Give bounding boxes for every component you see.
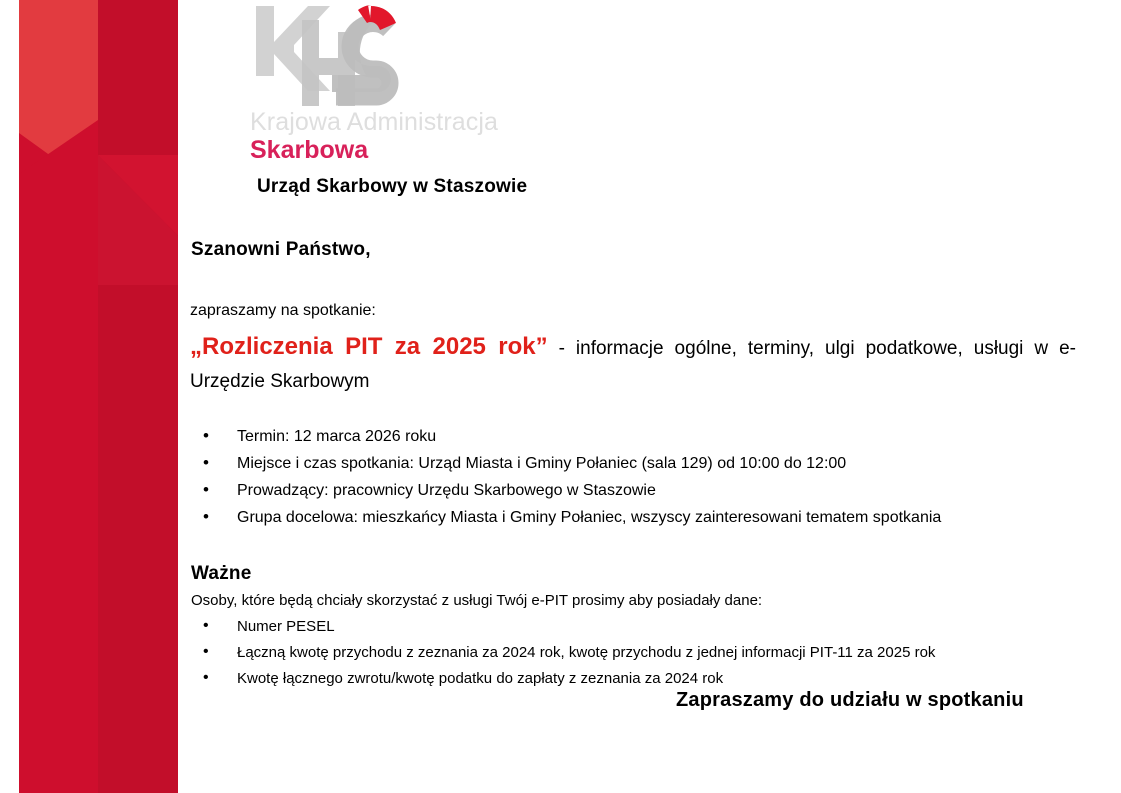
meeting-details-list — [197, 426, 1077, 534]
headline-paragraph — [190, 330, 1076, 398]
closing-invitation: Zapraszamy do udziału w spotkaniu — [676, 689, 1024, 711]
list-item: • Kwotę łącznego zwrotu/kwotę podatku do zapłaty z zeznania za 2024 rok — [191, 668, 1071, 689]
logo-text-line1: Krajowa Administracja — [250, 108, 499, 136]
list-item: • Termin: 12 marca 2026 roku — [197, 426, 1077, 448]
important-heading: Ważne — [191, 563, 252, 584]
kas-monogram-icon — [250, 2, 400, 106]
headline-subtitle: - informacje ogólne, terminy, ulgi podatkowe, usługi w e-Urzędzie Skarbowym — [190, 338, 1076, 392]
important-intro: Osoby, które będą chciały skorzystać z usługi Twój e-PIT prosimy aby posiadały dane: — [191, 592, 763, 609]
kas-logo — [250, 2, 580, 164]
list-item: • Łączną kwotę przychodu z zeznania za 2024 rok, kwotę przychodu z jednej informacji PIT-11 za 2025 rok — [191, 642, 1071, 663]
invitation-line: zapraszamy na spotkanie: — [190, 302, 376, 319]
logo-text-line2: Skarbowa — [250, 136, 369, 164]
list-item: • Numer PESEL — [191, 616, 1071, 637]
list-item: • Miejsce i czas spotkania: Urząd Miasta i Gminy Połaniec (sala 129) od 10:00 do 12:00 — [197, 453, 1077, 475]
list-item: • Grupa docelowa: mieszkańcy Miasta i Gminy Połaniec, wszyscy zainteresowani tematem spotkania — [197, 507, 1077, 529]
salutation: Szanowni Państwo, — [191, 239, 371, 260]
list-item: • Prowadzący: pracownicy Urzędu Skarbowego w Staszowie — [197, 480, 1077, 502]
headline-title: „Rozliczenia PIT za 2025 rok” — [190, 333, 548, 360]
required-data-list — [191, 616, 1071, 694]
office-name: Urząd Skarbowy w Staszowie — [257, 176, 528, 197]
